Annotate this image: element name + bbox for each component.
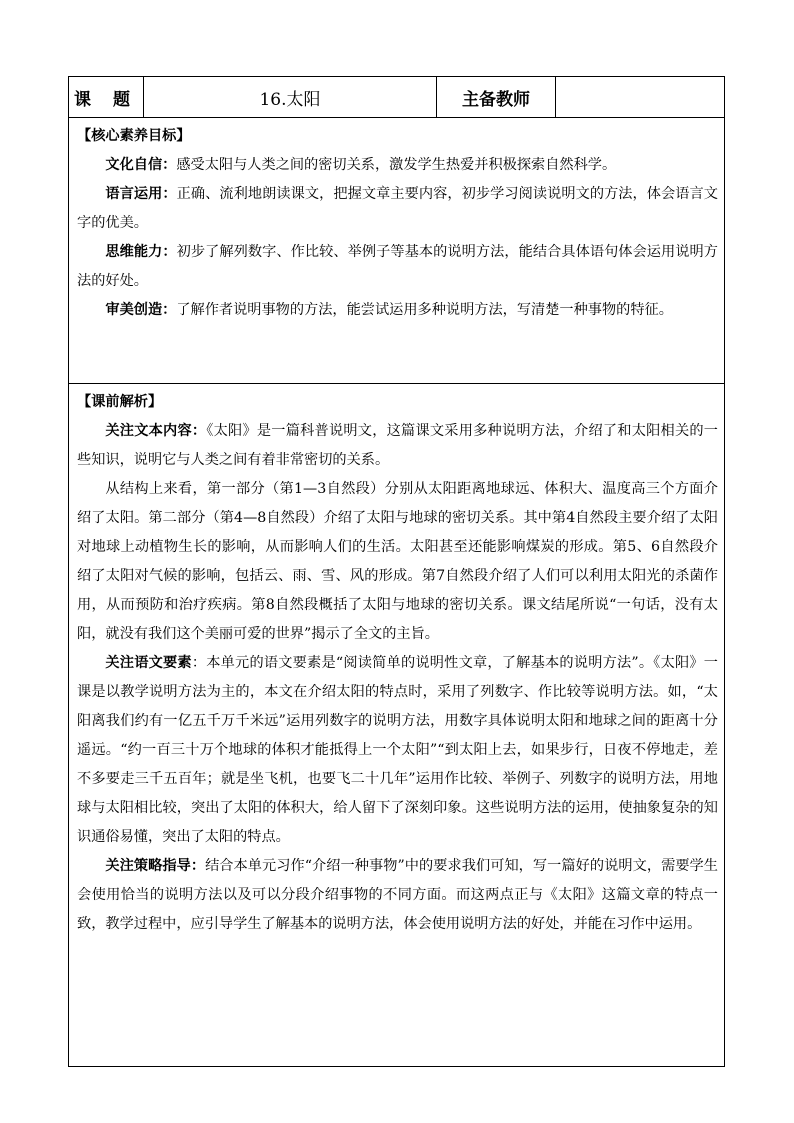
core-goals-title: 【核心素养目标】: [77, 128, 191, 144]
paragraph-label: 关注语文要素: [105, 655, 192, 671]
paragraph-label: 关注策略指导：: [105, 858, 206, 874]
paragraph-text: 结合本单元习作“介绍一种事物”中的要求我们可知，写一篇好的说明文，需要学生会使用恰当的说明方法以及可以分段介绍事物的不同方面。而这两点正与《太阳》这篇文章的特点一致，教学过程中，应引导学生了解基本的说明方法，体会使用说明方法的好处，并能在习作中运用。: [77, 858, 718, 932]
goal-item: [77, 238, 718, 296]
lesson-plan-table: [68, 76, 725, 1067]
paragraph-label: 关注文本内容：: [105, 423, 207, 439]
goal-text: 了解作者说明事物的方法，能尝试运用多种说明方法，写清楚一种事物的特征。: [176, 302, 673, 318]
teacher-label: 主备教师: [437, 77, 556, 117]
analysis-paragraph: [77, 649, 718, 852]
goal-item: [77, 180, 718, 238]
analysis-section: [68, 384, 725, 1067]
core-goals-section: [68, 118, 725, 384]
analysis-title: 【课前解析】: [77, 394, 163, 410]
analysis-paragraph: [77, 852, 718, 939]
goal-label: 文化自信：: [105, 157, 177, 173]
goal-item: [77, 151, 718, 180]
topic-label: 课 题: [69, 77, 144, 117]
teacher-value: [556, 77, 724, 117]
goal-label: 思维能力：: [105, 244, 177, 260]
topic-value: 16.太阳: [144, 77, 437, 117]
header-row: [68, 76, 725, 118]
goal-label: 语言运用：: [105, 186, 177, 202]
paragraph-text: 《太阳》是一篇科普说明文，这篇课文采用多种说明方法，介绍了和太阳相关的一些知识，说明它与人类之间有着非常密切的关系。: [77, 423, 718, 468]
goal-text: 正确、流利地朗读课文，把握文章主要内容，初步学习阅读说明文的方法，体会语言文字的优美。: [77, 186, 718, 231]
paragraph-text: 从结构上来看，第一部分（第1—3自然段）分别从太阳距离地球远、体积大、温度高三个方面介绍了太阳。第二部分（第4—8自然段）介绍了太阳与地球的密切关系。其中第4自然段主要介绍了太阳对地球上动植物生长的影响，从而影响人们的生活。太阳甚至还能影响煤炭的形成。第5、6自然段介绍了太阳对气候的影响，包括云、雨、雪、风的形成。第7自然段介绍了人们可以利用太阳光的杀菌作用，从而预防和治疗疾病。第8自然段概括了太阳与地球的密切关系。课文结尾所说“一句话，没有太阳，就没有我们这个美丽可爱的世界”揭示了全文的主旨。: [77, 481, 718, 642]
goal-label: 审美创造：: [105, 302, 177, 318]
goal-item: [77, 296, 718, 325]
paragraph-text: ：本单元的语文要素是“阅读简单的说明性文章，了解基本的说明方法”。《太阳》一课是以教学说明方法为主的，本文在介绍太阳的特点时，采用了列数字、作比较等说明方法。如，“太阳离我们约有一亿五千万千米远”运用列数字的说明方法，用数字具体说明太阳和地球之间的距离十分遥远。“约一百三十万个地球的体积才能抵得上一个太阳”“到太阳上去，如果步行，日夜不停地走，差不多要走三千五百年；就是坐飞机，也要飞二十几年”运用作比较、举例子、列数字的说明方法，用地球与太阳相比较，突出了太阳的体积大，给人留下了深刻印象。这些说明方法的运用，使抽象复杂的知识通俗易懂，突出了太阳的特点。: [77, 655, 718, 845]
analysis-paragraph: [77, 475, 718, 649]
analysis-paragraph: [77, 417, 718, 475]
goal-text: 初步了解列数字、作比较、举例子等基本的说明方法，能结合具体语句体会运用说明方法的好处。: [77, 244, 718, 289]
goal-text: 感受太阳与人类之间的密切关系，激发学生热爱并积极探索自然科学。: [176, 157, 617, 173]
